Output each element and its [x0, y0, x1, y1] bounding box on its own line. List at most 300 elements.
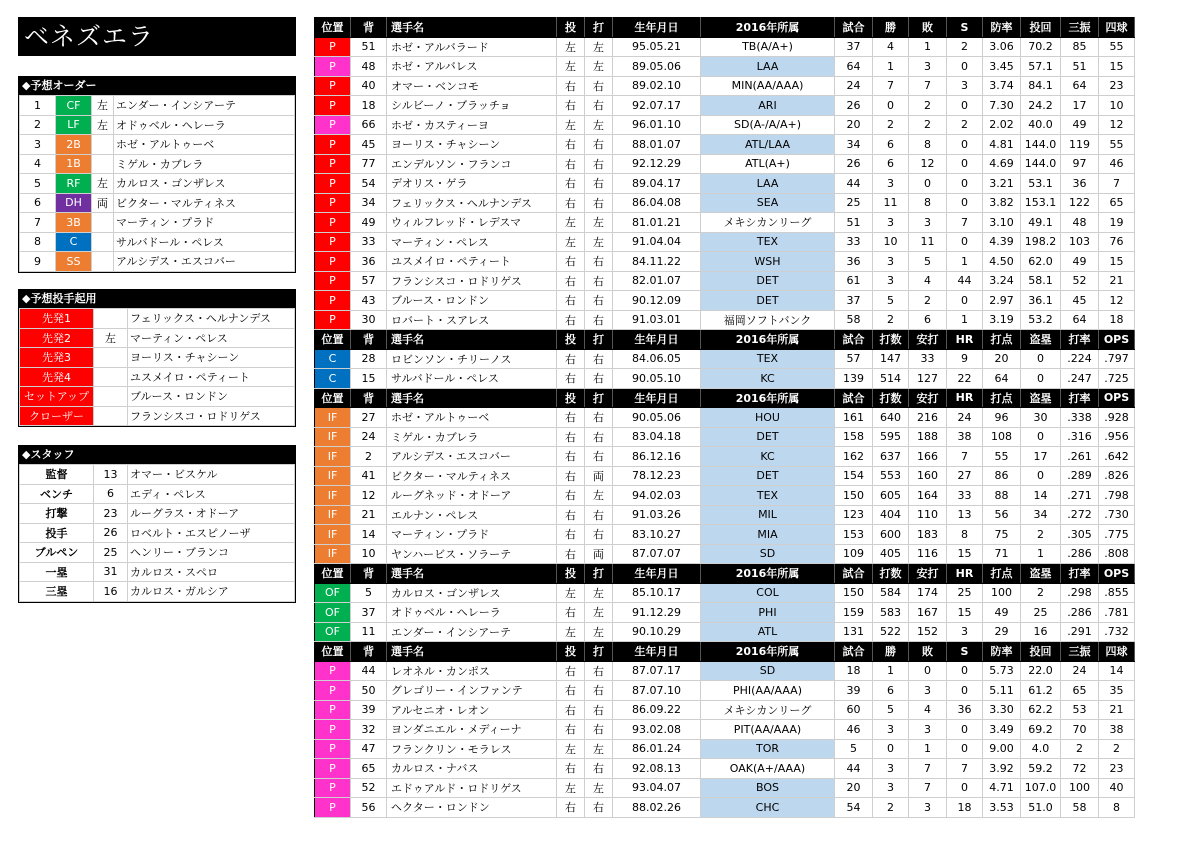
stat-4: 2.97 — [983, 291, 1021, 311]
birth-date: 91.04.04 — [613, 232, 701, 252]
bats: 右 — [585, 271, 613, 291]
bats: 左 — [585, 778, 613, 798]
throws: 右 — [557, 700, 585, 720]
stat-5: 198.2 — [1021, 232, 1061, 252]
stat-5: 25 — [1021, 603, 1061, 623]
player-name: ビクター・マルティネス — [387, 466, 557, 486]
stat-1: 2 — [873, 115, 909, 135]
birth-date: 90.12.09 — [613, 291, 701, 311]
role-label: セットアップ — [20, 387, 94, 407]
player-name: サルバドール・ペレス — [114, 232, 295, 252]
stat-6: .289 — [1061, 466, 1099, 486]
birth-date: 94.02.03 — [613, 486, 701, 506]
column-header: 試合 — [835, 330, 873, 350]
stat-3: 3 — [947, 622, 983, 642]
stat-1: 1 — [873, 57, 909, 77]
bats-hand — [92, 213, 114, 233]
staff-number: 6 — [94, 484, 128, 504]
stat-2: 2 — [909, 96, 947, 116]
stat-2: 8 — [909, 135, 947, 155]
games: 44 — [835, 759, 873, 779]
column-header: 生年月日 — [613, 564, 701, 584]
player-name: フランシスコ・ロドリゲス — [387, 271, 557, 291]
pitcher-name: フランシスコ・ロドリゲス — [128, 406, 295, 426]
stat-3: 38 — [947, 427, 983, 447]
stat-4: 3.49 — [983, 720, 1021, 740]
pitcher-name: ブルース・ロンドン — [128, 387, 295, 407]
number: 66 — [351, 115, 387, 135]
pitching-row — [20, 406, 295, 426]
staff-box — [18, 445, 296, 603]
section-header-row — [315, 18, 1135, 38]
stat-3: 15 — [947, 544, 983, 564]
stat-2: 174 — [909, 583, 947, 603]
staff-number: 25 — [94, 543, 128, 563]
games: 64 — [835, 57, 873, 77]
player-row — [315, 310, 1135, 330]
throws: 右 — [557, 661, 585, 681]
stat-3: 0 — [947, 681, 983, 701]
games: 162 — [835, 447, 873, 467]
games: 139 — [835, 369, 873, 389]
bats: 右 — [585, 681, 613, 701]
team-2016: SD(A-/A/A+) — [701, 115, 835, 135]
stat-2: 1 — [909, 37, 947, 57]
player-name: マーティン・プラド — [114, 213, 295, 233]
team-2016: SD — [701, 544, 835, 564]
stat-6: 70 — [1061, 720, 1099, 740]
column-header: 敗 — [909, 18, 947, 38]
stat-1: 11 — [873, 193, 909, 213]
bats: 右 — [585, 96, 613, 116]
stat-1: 3 — [873, 174, 909, 194]
staff-name: カルロス・スペロ — [128, 562, 295, 582]
column-header: 打率 — [1061, 388, 1099, 408]
player-row — [315, 603, 1135, 623]
stat-2: 4 — [909, 700, 947, 720]
column-header: 盗塁 — [1021, 388, 1061, 408]
stat-1: 147 — [873, 349, 909, 369]
number: 24 — [351, 427, 387, 447]
position: P — [315, 252, 351, 272]
team-2016: TOR — [701, 739, 835, 759]
staff-row — [20, 523, 295, 543]
column-header: 生年月日 — [613, 18, 701, 38]
player-name: カルロス・ゴンザレス — [114, 174, 295, 194]
staff-row — [20, 543, 295, 563]
player-name: ヨーリス・チャシーン — [387, 135, 557, 155]
games: 153 — [835, 525, 873, 545]
stat-6: .286 — [1061, 603, 1099, 623]
batting-order: 9 — [20, 252, 56, 272]
stat-2: 216 — [909, 408, 947, 428]
team-2016: MIN(AA/AAA) — [701, 76, 835, 96]
stat-7: .928 — [1099, 408, 1135, 428]
stat-2: 2 — [909, 115, 947, 135]
stat-4: 5.73 — [983, 661, 1021, 681]
birth-date: 92.07.17 — [613, 96, 701, 116]
stat-2: 0 — [909, 661, 947, 681]
player-name: カルロス・ゴンザレス — [387, 583, 557, 603]
stat-4: 4.71 — [983, 778, 1021, 798]
bats: 右 — [585, 76, 613, 96]
stat-2: 33 — [909, 349, 947, 369]
stat-5: 62.2 — [1021, 700, 1061, 720]
number: 18 — [351, 96, 387, 116]
player-row — [315, 96, 1135, 116]
stat-2: 110 — [909, 505, 947, 525]
stat-7: .855 — [1099, 583, 1135, 603]
stat-6: 72 — [1061, 759, 1099, 779]
number: 43 — [351, 291, 387, 311]
stat-6: .298 — [1061, 583, 1099, 603]
player-row — [315, 661, 1135, 681]
player-name: ヨンダニエル・メディーナ — [387, 720, 557, 740]
throws: 左 — [557, 213, 585, 233]
team-2016: WSH — [701, 252, 835, 272]
team-2016: ATL — [701, 622, 835, 642]
stat-1: 600 — [873, 525, 909, 545]
position: IF — [315, 447, 351, 467]
team-2016: OAK(A+/AAA) — [701, 759, 835, 779]
stat-6: .247 — [1061, 369, 1099, 389]
stat-5: 61.2 — [1021, 681, 1061, 701]
stat-6: .338 — [1061, 408, 1099, 428]
player-name: ホゼ・アルバレス — [387, 57, 557, 77]
games: 39 — [835, 681, 873, 701]
player-row — [315, 193, 1135, 213]
stat-7: 19 — [1099, 213, 1135, 233]
staff-name: ヘンリー・ブランコ — [128, 543, 295, 563]
column-header: 背 — [351, 564, 387, 584]
staff-name: ルーグラス・オドーア — [128, 504, 295, 524]
bats: 右 — [585, 427, 613, 447]
player-name: アルセニオ・レオン — [387, 700, 557, 720]
stat-1: 584 — [873, 583, 909, 603]
player-row — [315, 271, 1135, 291]
stat-5: 0 — [1021, 466, 1061, 486]
stat-7: .725 — [1099, 369, 1135, 389]
stat-1: 2 — [873, 310, 909, 330]
team-2016: KC — [701, 447, 835, 467]
column-header: 選手名 — [387, 18, 557, 38]
position: P — [315, 57, 351, 77]
batting-order: 2 — [20, 115, 56, 135]
throws: 右 — [557, 76, 585, 96]
stat-4: 96 — [983, 408, 1021, 428]
bats: 左 — [585, 115, 613, 135]
stat-7: .808 — [1099, 544, 1135, 564]
position: IF — [315, 505, 351, 525]
stat-6: 58 — [1061, 798, 1099, 818]
position: P — [315, 798, 351, 818]
player-name: グレゴリー・インファンテ — [387, 681, 557, 701]
player-row — [315, 798, 1135, 818]
stat-5: 2 — [1021, 583, 1061, 603]
bats: 左 — [585, 486, 613, 506]
lineup-row — [20, 135, 295, 155]
batting-order: 7 — [20, 213, 56, 233]
bats: 右 — [585, 349, 613, 369]
pitching-plan-table — [19, 308, 295, 426]
column-header: HR — [947, 564, 983, 584]
stat-2: 152 — [909, 622, 947, 642]
stat-2: 7 — [909, 76, 947, 96]
column-header: 背 — [351, 330, 387, 350]
bats: 左 — [585, 622, 613, 642]
stat-2: 7 — [909, 778, 947, 798]
number: 47 — [351, 739, 387, 759]
stat-3: 27 — [947, 466, 983, 486]
bats: 右 — [585, 525, 613, 545]
stat-4: 49 — [983, 603, 1021, 623]
position: OF — [315, 603, 351, 623]
stat-5: 14 — [1021, 486, 1061, 506]
stat-7: 15 — [1099, 57, 1135, 77]
bats: 右 — [585, 369, 613, 389]
column-header: OPS — [1099, 330, 1135, 350]
throws: 右 — [557, 96, 585, 116]
lineup-row — [20, 252, 295, 272]
stat-7: 12 — [1099, 291, 1135, 311]
stat-2: 160 — [909, 466, 947, 486]
section-header-row — [315, 388, 1135, 408]
role-label: 先発1 — [20, 309, 94, 329]
stat-3: 0 — [947, 661, 983, 681]
birth-date: 81.01.21 — [613, 213, 701, 233]
stat-2: 1 — [909, 739, 947, 759]
birth-date: 95.05.21 — [613, 37, 701, 57]
column-header: 2016年所属 — [701, 564, 835, 584]
team-2016: DET — [701, 271, 835, 291]
team-2016: MIL — [701, 505, 835, 525]
stat-3: 0 — [947, 57, 983, 77]
stat-3: 22 — [947, 369, 983, 389]
pitching-row — [20, 309, 295, 329]
position-badge: C — [56, 232, 92, 252]
games: 57 — [835, 349, 873, 369]
number: 51 — [351, 37, 387, 57]
position: P — [315, 213, 351, 233]
throws: 右 — [557, 349, 585, 369]
column-header: 位置 — [315, 18, 351, 38]
stat-4: 3.92 — [983, 759, 1021, 779]
stat-5: 57.1 — [1021, 57, 1061, 77]
stat-6: 52 — [1061, 271, 1099, 291]
stat-4: 4.50 — [983, 252, 1021, 272]
staff-number: 31 — [94, 562, 128, 582]
stat-1: 605 — [873, 486, 909, 506]
games: 46 — [835, 720, 873, 740]
stat-7: .732 — [1099, 622, 1135, 642]
player-name: オドゥベル・ヘレーラ — [114, 115, 295, 135]
stat-4: 3.19 — [983, 310, 1021, 330]
stat-6: 45 — [1061, 291, 1099, 311]
team-2016: TEX — [701, 486, 835, 506]
stat-2: 4 — [909, 271, 947, 291]
batting-order: 5 — [20, 174, 56, 194]
stat-3: 7 — [947, 447, 983, 467]
number: 33 — [351, 232, 387, 252]
stat-4: 3.24 — [983, 271, 1021, 291]
team-2016: ARI — [701, 96, 835, 116]
throws-hand — [94, 367, 128, 387]
lineup-title: ◆予想オーダー — [19, 77, 295, 95]
stat-4: 3.30 — [983, 700, 1021, 720]
stat-1: 637 — [873, 447, 909, 467]
number: 15 — [351, 369, 387, 389]
throws: 右 — [557, 505, 585, 525]
batting-order: 3 — [20, 135, 56, 155]
stat-5: 62.0 — [1021, 252, 1061, 272]
number: 10 — [351, 544, 387, 564]
stat-3: 0 — [947, 96, 983, 116]
stat-3: 18 — [947, 798, 983, 818]
stat-5: 107.0 — [1021, 778, 1061, 798]
player-row — [315, 700, 1135, 720]
stat-5: 0 — [1021, 427, 1061, 447]
stat-6: .224 — [1061, 349, 1099, 369]
column-header: 2016年所属 — [701, 18, 835, 38]
stat-3: 2 — [947, 115, 983, 135]
position: IF — [315, 427, 351, 447]
throws: 右 — [557, 603, 585, 623]
position: P — [315, 759, 351, 779]
stat-4: 4.69 — [983, 154, 1021, 174]
player-row — [315, 232, 1135, 252]
player-name: ビクター・マルティネス — [114, 193, 295, 213]
birth-date: 91.03.01 — [613, 310, 701, 330]
pitching-plan-title: ◆予想投手起用 — [19, 290, 295, 308]
throws: 右 — [557, 427, 585, 447]
birth-date: 91.03.26 — [613, 505, 701, 525]
player-name: マーティン・ペレス — [387, 232, 557, 252]
stat-1: 595 — [873, 427, 909, 447]
birth-date: 82.01.07 — [613, 271, 701, 291]
number: 2 — [351, 447, 387, 467]
birth-date: 89.05.06 — [613, 57, 701, 77]
stat-3: 1 — [947, 310, 983, 330]
stat-6: 64 — [1061, 310, 1099, 330]
column-header: 生年月日 — [613, 330, 701, 350]
stat-3: 2 — [947, 37, 983, 57]
stat-6: 119 — [1061, 135, 1099, 155]
stat-3: 0 — [947, 174, 983, 194]
stat-4: 3.10 — [983, 213, 1021, 233]
stat-4: 2.02 — [983, 115, 1021, 135]
pitching-row — [20, 387, 295, 407]
stat-2: 164 — [909, 486, 947, 506]
bats: 右 — [585, 759, 613, 779]
position-badge: 2B — [56, 135, 92, 155]
stat-1: 5 — [873, 291, 909, 311]
player-name: ユスメイロ・ペティート — [387, 252, 557, 272]
birth-date: 89.04.17 — [613, 174, 701, 194]
stat-6: 53 — [1061, 700, 1099, 720]
games: 33 — [835, 232, 873, 252]
games: 159 — [835, 603, 873, 623]
stat-2: 183 — [909, 525, 947, 545]
player-name: オマー・ベンコモ — [387, 76, 557, 96]
stat-1: 3 — [873, 271, 909, 291]
throws: 右 — [557, 154, 585, 174]
player-row — [315, 174, 1135, 194]
player-name: サルバドール・ペレス — [387, 369, 557, 389]
team-2016: TEX — [701, 349, 835, 369]
player-row — [315, 544, 1135, 564]
stat-4: 3.06 — [983, 37, 1021, 57]
player-name: エドゥアルド・ロドリゲス — [387, 778, 557, 798]
stat-4: 9.00 — [983, 739, 1021, 759]
stat-2: 167 — [909, 603, 947, 623]
birth-date: 85.10.17 — [613, 583, 701, 603]
staff-number: 16 — [94, 582, 128, 602]
bats: 右 — [585, 505, 613, 525]
stat-6: 122 — [1061, 193, 1099, 213]
lineup-row — [20, 232, 295, 252]
number: 5 — [351, 583, 387, 603]
stat-7: 76 — [1099, 232, 1135, 252]
stat-3: 13 — [947, 505, 983, 525]
throws: 左 — [557, 778, 585, 798]
role-label: 先発2 — [20, 328, 94, 348]
stat-5: 30 — [1021, 408, 1061, 428]
position: P — [315, 310, 351, 330]
birth-date: 90.10.29 — [613, 622, 701, 642]
bats: 左 — [585, 57, 613, 77]
number: 34 — [351, 193, 387, 213]
stat-4: 108 — [983, 427, 1021, 447]
number: 50 — [351, 681, 387, 701]
column-header: 試合 — [835, 388, 873, 408]
stat-3: 36 — [947, 700, 983, 720]
stat-6: .261 — [1061, 447, 1099, 467]
bats: 右 — [585, 252, 613, 272]
number: 41 — [351, 466, 387, 486]
team-2016: BOS — [701, 778, 835, 798]
stat-4: 4.81 — [983, 135, 1021, 155]
team-2016: MIA — [701, 525, 835, 545]
stat-6: .316 — [1061, 427, 1099, 447]
team-2016: KC — [701, 369, 835, 389]
team-2016: SD — [701, 661, 835, 681]
throws: 左 — [557, 583, 585, 603]
stat-6: 49 — [1061, 252, 1099, 272]
team-2016: DET — [701, 427, 835, 447]
player-row — [315, 525, 1135, 545]
stat-7: .956 — [1099, 427, 1135, 447]
stat-2: 7 — [909, 759, 947, 779]
column-header: 試合 — [835, 564, 873, 584]
games: 54 — [835, 798, 873, 818]
stat-6: 36 — [1061, 174, 1099, 194]
stat-3: 9 — [947, 349, 983, 369]
number: 32 — [351, 720, 387, 740]
stat-4: 56 — [983, 505, 1021, 525]
stat-5: 59.2 — [1021, 759, 1061, 779]
stat-6: 51 — [1061, 57, 1099, 77]
birth-date: 92.08.13 — [613, 759, 701, 779]
stat-4: 5.11 — [983, 681, 1021, 701]
staff-role: 三塁 — [20, 582, 94, 602]
column-header: 背 — [351, 642, 387, 662]
stat-7: 55 — [1099, 135, 1135, 155]
number: 27 — [351, 408, 387, 428]
stat-3: 33 — [947, 486, 983, 506]
stat-6: .291 — [1061, 622, 1099, 642]
birth-date: 86.01.24 — [613, 739, 701, 759]
stat-2: 8 — [909, 193, 947, 213]
